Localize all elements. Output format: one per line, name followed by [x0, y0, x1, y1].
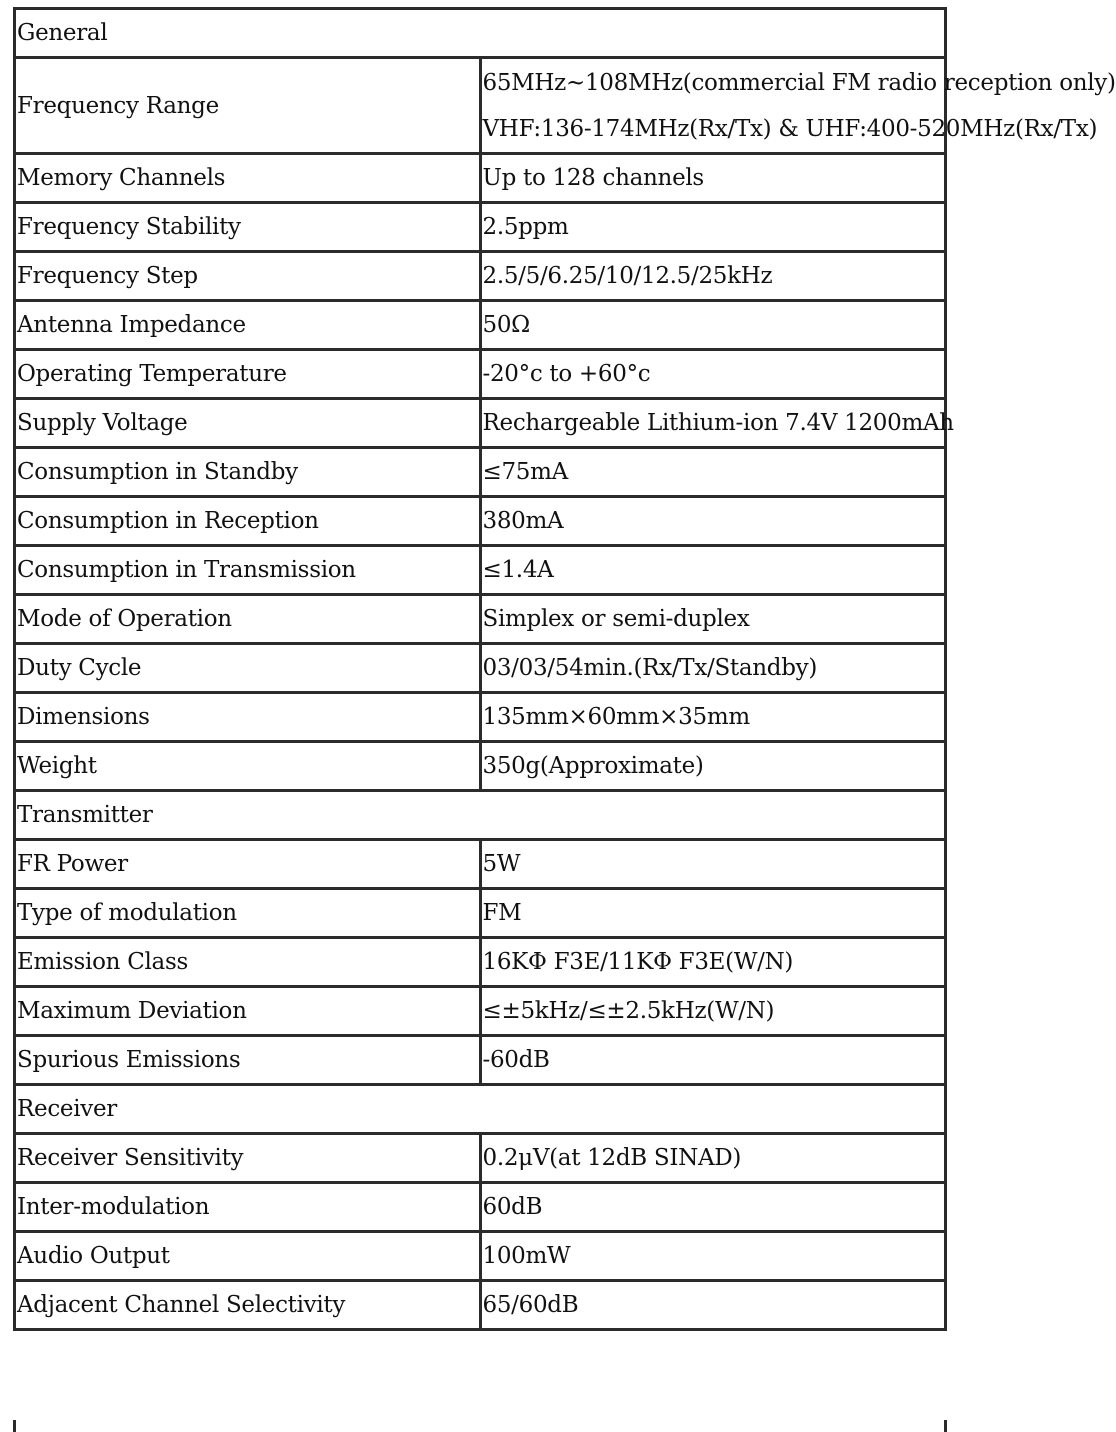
- spec-label: Dimensions: [15, 693, 481, 742]
- spec-value: 380mA: [480, 497, 946, 546]
- spec-label: Consumption in Standby: [15, 448, 481, 497]
- section-header-general: General: [15, 9, 946, 58]
- spec-value: 16KΦ F3E/11KΦ F3E(W/N): [480, 938, 946, 987]
- spec-label: Weight: [15, 742, 481, 791]
- table-row: [15, 595, 946, 644]
- spec-value: 60dB: [480, 1183, 946, 1232]
- table-row: [15, 1183, 946, 1232]
- spec-label: Duty Cycle: [15, 644, 481, 693]
- spec-value: [480, 58, 1116, 154]
- spec-value: 5W: [480, 840, 946, 889]
- spec-value: 350g(Approximate): [480, 742, 946, 791]
- spec-label: Spurious Emissions: [15, 1036, 481, 1085]
- section-row-receiver: [15, 1085, 946, 1134]
- spec-value: ≤75mA: [480, 448, 946, 497]
- table-row: [15, 399, 946, 448]
- table-row: [15, 1134, 946, 1183]
- spec-label: Consumption in Reception: [15, 497, 481, 546]
- table-row: [15, 546, 946, 595]
- spec-label: Receiver Sensitivity: [15, 1134, 481, 1183]
- spec-value: 2.5/5/6.25/10/12.5/25kHz: [480, 252, 946, 301]
- table-row: [15, 693, 946, 742]
- spec-value: 0.2μV(at 12dB SINAD): [480, 1134, 946, 1183]
- spec-label: Type of modulation: [15, 889, 481, 938]
- spec-label: Maximum Deviation: [15, 987, 481, 1036]
- table-row: [15, 350, 946, 399]
- spec-label: Audio Output: [15, 1232, 481, 1281]
- table-row: [15, 497, 946, 546]
- spec-value: 03/03/54min.(Rx/Tx/Standby): [480, 644, 946, 693]
- spec-value: -60dB: [480, 1036, 946, 1085]
- spec-value: Simplex or semi-duplex: [480, 595, 946, 644]
- table-row: [15, 58, 946, 154]
- table-row: [15, 889, 946, 938]
- spec-label: FR Power: [15, 840, 481, 889]
- spec-label: Emission Class: [15, 938, 481, 987]
- spec-label: Antenna Impedance: [15, 301, 481, 350]
- table-row: [15, 154, 946, 203]
- spec-label: Memory Channels: [15, 154, 481, 203]
- table-row: [15, 987, 946, 1036]
- table-row: [15, 742, 946, 791]
- spec-value: Up to 128 channels: [480, 154, 946, 203]
- section-header-receiver: Receiver: [15, 1085, 946, 1134]
- spec-value: 135mm×60mm×35mm: [480, 693, 946, 742]
- spec-value: 100mW: [480, 1232, 946, 1281]
- table-row: [15, 1281, 946, 1330]
- spec-label: Frequency Range: [15, 58, 481, 154]
- spec-value: 2.5ppm: [480, 203, 946, 252]
- spec-value-line: 65MHz~108MHz(commercial FM radio reception only): [482, 69, 1116, 96]
- spec-value: ≤±5kHz/≤±2.5kHz(W/N): [480, 987, 946, 1036]
- spec-value: -20°c to +60°c: [480, 350, 946, 399]
- spec-value: FM: [480, 889, 946, 938]
- section-row-transmitter: [15, 791, 946, 840]
- table-row: [15, 938, 946, 987]
- table-row: [15, 448, 946, 497]
- spec-label: Consumption in Transmission: [15, 546, 481, 595]
- spec-label: Frequency Step: [15, 252, 481, 301]
- spec-label: Frequency Stability: [15, 203, 481, 252]
- spec-label: Inter-modulation: [15, 1183, 481, 1232]
- table-row: [15, 840, 946, 889]
- table-row: [15, 1232, 946, 1281]
- spec-label: Mode of Operation: [15, 595, 481, 644]
- section-row-general: [15, 9, 946, 58]
- table-row: [15, 252, 946, 301]
- spec-label: Supply Voltage: [15, 399, 481, 448]
- spec-label: Adjacent Channel Selectivity: [15, 1281, 481, 1330]
- spec-value-line: VHF:136-174MHz(Rx/Tx) & UHF:400-520MHz(Rx/Tx): [482, 115, 1098, 142]
- spec-label: Operating Temperature: [15, 350, 481, 399]
- table-row: [15, 203, 946, 252]
- section-header-transmitter: Transmitter: [15, 791, 946, 840]
- spec-value: 50Ω: [480, 301, 946, 350]
- table-row: [15, 1036, 946, 1085]
- table-row: [15, 301, 946, 350]
- table-row: [15, 644, 946, 693]
- spec-table: [13, 7, 1116, 1331]
- spec-value: ≤1.4A: [480, 546, 946, 595]
- spec-value: Rechargeable Lithium-ion 7.4V 1200mAh: [480, 399, 946, 448]
- spec-value: 65/60dB: [480, 1281, 946, 1330]
- table-continuation-edge: [13, 1420, 947, 1432]
